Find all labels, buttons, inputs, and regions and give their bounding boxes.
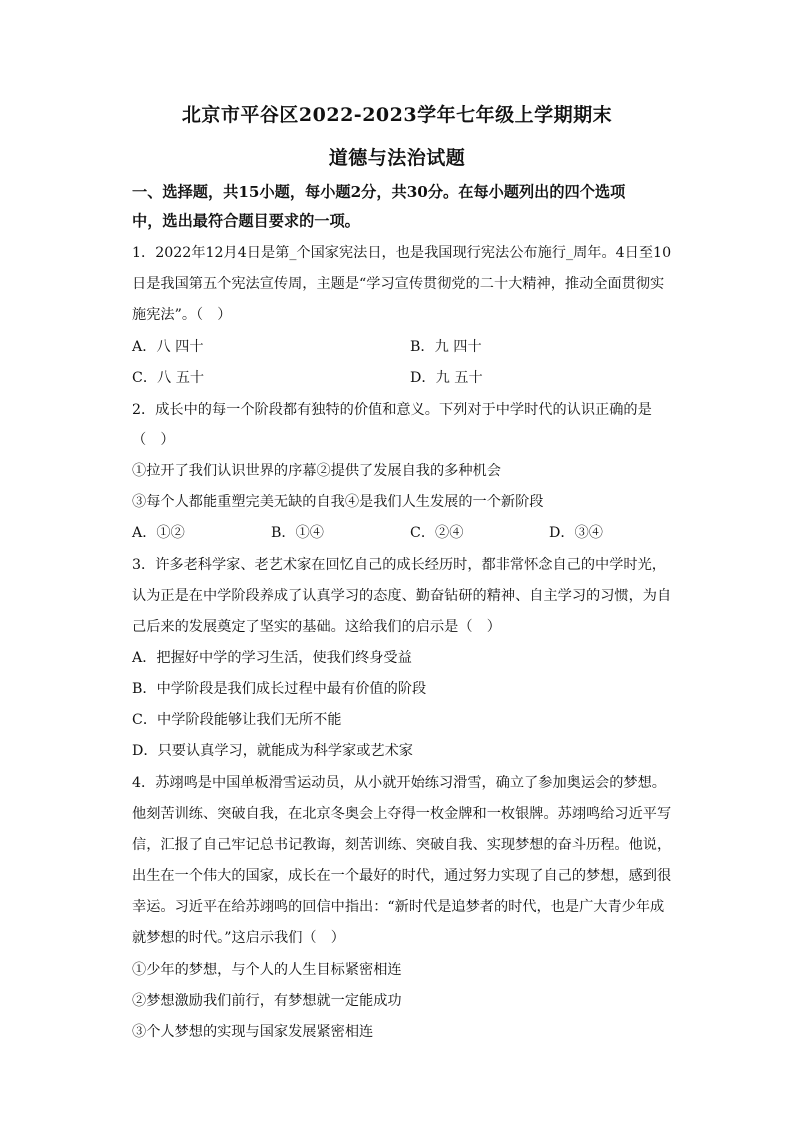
- question-4-stem: 出生在一个伟大的国家，成长在一个最好的时代，通过努力实现了自己的梦想，感到很: [132, 868, 672, 884]
- question-1-stem: 1．2022年12月4日是第_个国家宪法日，也是我国现行宪法公布施行_周年。4日至10: [132, 245, 672, 261]
- exam-subtitle: 道德与法治试题: [328, 147, 466, 169]
- question-4-stem: 4．苏翊鸣是中国单板滑雪运动员，从小就开始练习滑雪，确立了参加奥运会的梦想。: [132, 775, 666, 791]
- question-4-item: ①少年的梦想，与个人的人生目标紧密相连: [132, 962, 402, 978]
- section-heading: 一、选择题，共15小题，每小题2分，共30分。在每小题列出的四个选项: [132, 183, 626, 201]
- question-1-option-c: C．八 五十: [132, 370, 205, 386]
- question-2-option-c: C．②④: [410, 525, 464, 541]
- question-3-stem: 3．许多老科学家、老艺术家在回忆自己的成长经历时，都非常怀念自己的中学时光，: [132, 557, 666, 573]
- question-3-stem: 己后来的发展奠定了坚实的基础。这给我们的启示是（ ）: [132, 619, 501, 635]
- question-1-option-a: A．八 四十: [132, 339, 204, 355]
- question-4-stem: 信，汇报了自己牢记总书记教诲，刻苦训练、突破自我、实现梦想的奋斗历程。他说，: [132, 837, 672, 853]
- question-2-item: ①拉开了我们认识世界的序幕②提供了发展自我的多种机会: [132, 463, 501, 479]
- question-1-option-b: B．九 四十: [410, 339, 482, 355]
- question-4-item: ②梦想激励我们前行，有梦想就一定能成功: [132, 993, 402, 1009]
- question-1-option-d: D．九 五十: [410, 370, 483, 386]
- question-4-stem: 就梦想的时代。”这启示我们（ ）: [132, 930, 345, 946]
- question-4-stem: 他刻苦训练、突破自我，在北京冬奥会上夺得一枚金牌和一枚银牌。苏翊鸣给习近平写: [132, 806, 672, 822]
- question-2-option-a: A．①②: [132, 525, 185, 541]
- question-1-stem: 日是我国第五个宪法宣传周，主题是“学习宣传贯彻党的二十大精神，推动全面贯彻实: [132, 276, 665, 292]
- exam-title: 北京市平谷区2022-2023学年七年级上学期期末: [181, 104, 613, 126]
- question-3-option-d: D．只要认真学习，就能成为科学家或艺术家: [132, 743, 413, 759]
- question-3-option-c: C．中学阶段能够让我们无所不能: [132, 712, 342, 728]
- question-2-option-b: B．①④: [271, 525, 324, 541]
- question-2-stem: （ ）: [132, 432, 175, 448]
- question-2-option-d: D．③④: [549, 525, 603, 541]
- question-3-option-b: B．中学阶段是我们成长过程中最有价值的阶段: [132, 681, 427, 697]
- question-3-option-a: A．把握好中学的学习生活，使我们终身受益: [132, 650, 412, 666]
- question-2-item: ③每个人都能重塑完美无缺的自我④是我们人生发展的一个新阶段: [132, 494, 544, 510]
- question-1-stem: 施宪法”。（ ）: [132, 307, 232, 323]
- question-4-stem: 幸运。习近平在给苏翊鸣的回信中指出：“新时代是追梦者的时代，也是广大青少年成: [132, 899, 665, 915]
- question-2-stem: 2．成长中的每一个阶段都有独特的价值和意义。下列对于中学时代的认识正确的是: [132, 402, 652, 418]
- question-4-item: ③个人梦想的实现与国家发展紧密相连: [132, 1024, 374, 1040]
- question-3-stem: 认为正是在中学阶段养成了认真学习的态度、勤奋钻研的精神、自主学习的习惯，为自: [132, 588, 672, 604]
- section-heading-cont: 中，选出最符合题目要求的一项。: [132, 212, 360, 230]
